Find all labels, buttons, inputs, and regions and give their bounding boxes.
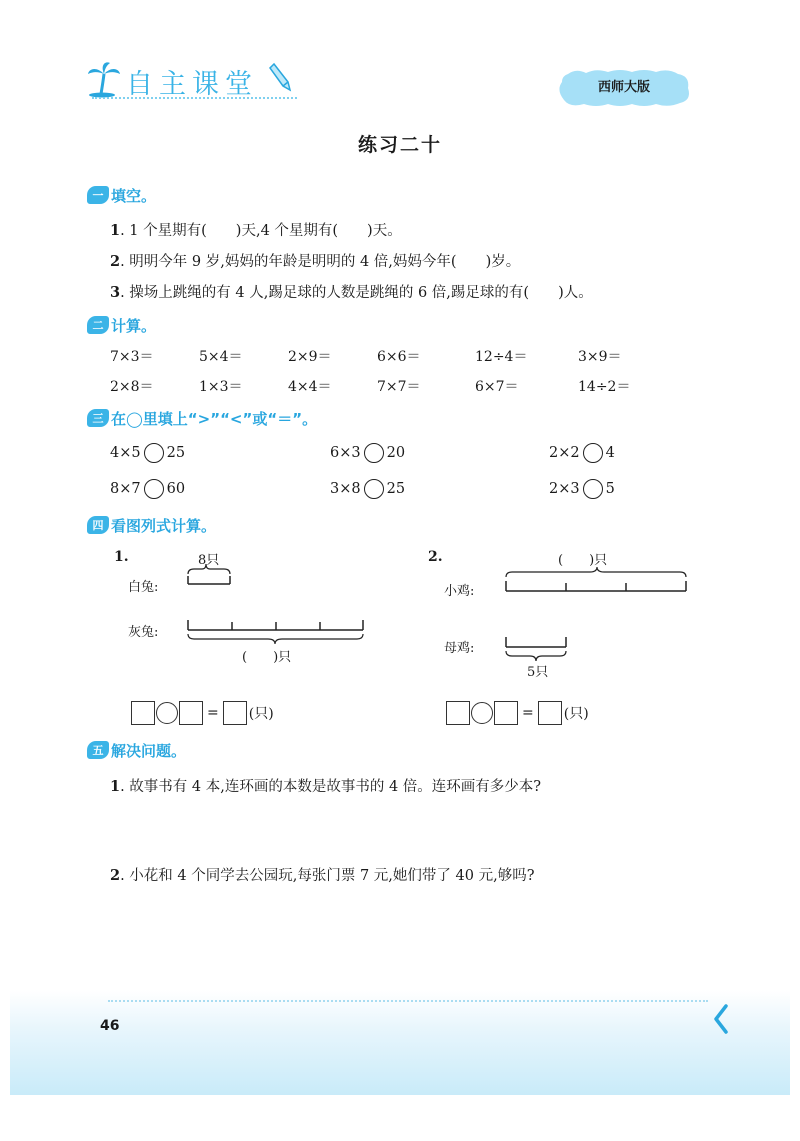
section-badge: 一 [87, 186, 109, 204]
page-title: 练习二十 [357, 134, 442, 156]
problem-1-label-grey-rabbit: 灰兔: [128, 625, 159, 640]
answer-box[interactable] [223, 701, 247, 725]
answer-circle[interactable] [364, 479, 384, 499]
fill-question-2: 2. 明明今年 9 岁,妈妈的年龄是明明的 4 倍,妈妈今年( )岁。 [110, 253, 521, 270]
problem-1-bar-diagram [180, 562, 370, 650]
answer-box[interactable] [179, 701, 203, 725]
edition-badge [556, 68, 692, 108]
word-problem-1: 1. 故事书有 4 本,连环画的本数是故事书的 4 倍。连环画有多少本? [110, 778, 542, 795]
section-badge: 三 [87, 409, 109, 427]
answer-box[interactable] [494, 701, 518, 725]
answer-box[interactable] [538, 701, 562, 725]
problem-1-label-white-rabbit: 白兔: [128, 580, 159, 595]
word-problem-2: 2. 小花和 4 个同学去公园玩,每张门票 7 元,她们带了 40 元,够吗? [110, 867, 535, 884]
problem-2-label-hen: 母鸡: [444, 641, 475, 656]
fill-question-1: 1. 1 个星期有( )天,4 个星期有( )天。 [110, 222, 402, 239]
section-title: 填空。 [111, 186, 157, 205]
section-2-header [87, 314, 156, 336]
section-title: 解决问题。 [111, 741, 187, 760]
answer-circle[interactable] [144, 479, 164, 499]
calc-item: 7×3＝ [110, 349, 154, 365]
problem-1-equation: = (只) [131, 701, 274, 725]
compare-item: 6×3 20 [330, 445, 406, 461]
calc-item: 4×4＝ [288, 379, 332, 395]
operator-circle[interactable] [471, 702, 493, 724]
calc-item: 14÷2＝ [578, 379, 631, 395]
problem-2-label-chick: 小鸡: [444, 584, 475, 599]
problem-2-equation: = (只) [446, 701, 589, 725]
calc-item: 3×9＝ [578, 349, 622, 365]
pencil-icon [268, 60, 296, 94]
compare-item: 3×8 25 [330, 481, 406, 497]
brand-title: 自主课堂 [126, 69, 258, 100]
chevron-left-icon [712, 1004, 732, 1034]
section-5-header [87, 739, 186, 761]
header-dotted-line [92, 97, 297, 99]
compare-item: 2×2 4 [549, 445, 615, 461]
section-badge: 四 [87, 516, 109, 534]
compare-item: 4×5 25 [110, 445, 186, 461]
footer-dotted-line [108, 1000, 708, 1002]
problem-2-top-label: ( )只 [558, 553, 608, 568]
calc-item: 5×4＝ [199, 349, 243, 365]
edition-label: 西师大版 [597, 80, 650, 95]
problem-1-number: 1. [114, 549, 129, 565]
section-title: 看图列式计算。 [111, 516, 217, 535]
section-1-header [87, 184, 156, 206]
calc-item: 2×9＝ [288, 349, 332, 365]
palm-tree-icon [86, 60, 122, 98]
calc-item: 6×6＝ [377, 349, 421, 365]
problem-1-bottom-label: ( )只 [242, 650, 292, 665]
operator-circle[interactable] [156, 702, 178, 724]
answer-circle[interactable] [144, 443, 164, 463]
answer-box[interactable] [131, 701, 155, 725]
section-badge: 二 [87, 316, 109, 334]
page-number: 46 [100, 1018, 120, 1034]
section-3-header [87, 407, 317, 429]
problem-2-number: 2. [428, 549, 443, 565]
answer-circle[interactable] [583, 443, 603, 463]
section-badge: 五 [87, 741, 109, 759]
compare-item: 8×7 60 [110, 481, 186, 497]
section-title: 计算。 [111, 316, 157, 335]
problem-1-top-label: 8只 [198, 553, 220, 568]
problem-2-bottom-label: 5只 [527, 665, 549, 680]
section-title: 在◯里填上“>”“<”或“＝”。 [111, 409, 318, 428]
problem-2-bar-diagram [500, 563, 690, 663]
fill-question-3: 3. 操场上跳绳的有 4 人,踢足球的人数是跳绳的 6 倍,踢足球的有( )人。 [110, 284, 593, 301]
answer-circle[interactable] [364, 443, 384, 463]
calc-item: 12÷4＝ [475, 349, 528, 365]
calc-item: 6×7＝ [475, 379, 519, 395]
calc-item: 7×7＝ [377, 379, 421, 395]
answer-box[interactable] [446, 701, 470, 725]
answer-circle[interactable] [583, 479, 603, 499]
compare-item: 2×3 5 [549, 481, 615, 497]
calc-item: 1×3＝ [199, 379, 243, 395]
calc-item: 2×8＝ [110, 379, 154, 395]
section-4-header [87, 514, 216, 536]
